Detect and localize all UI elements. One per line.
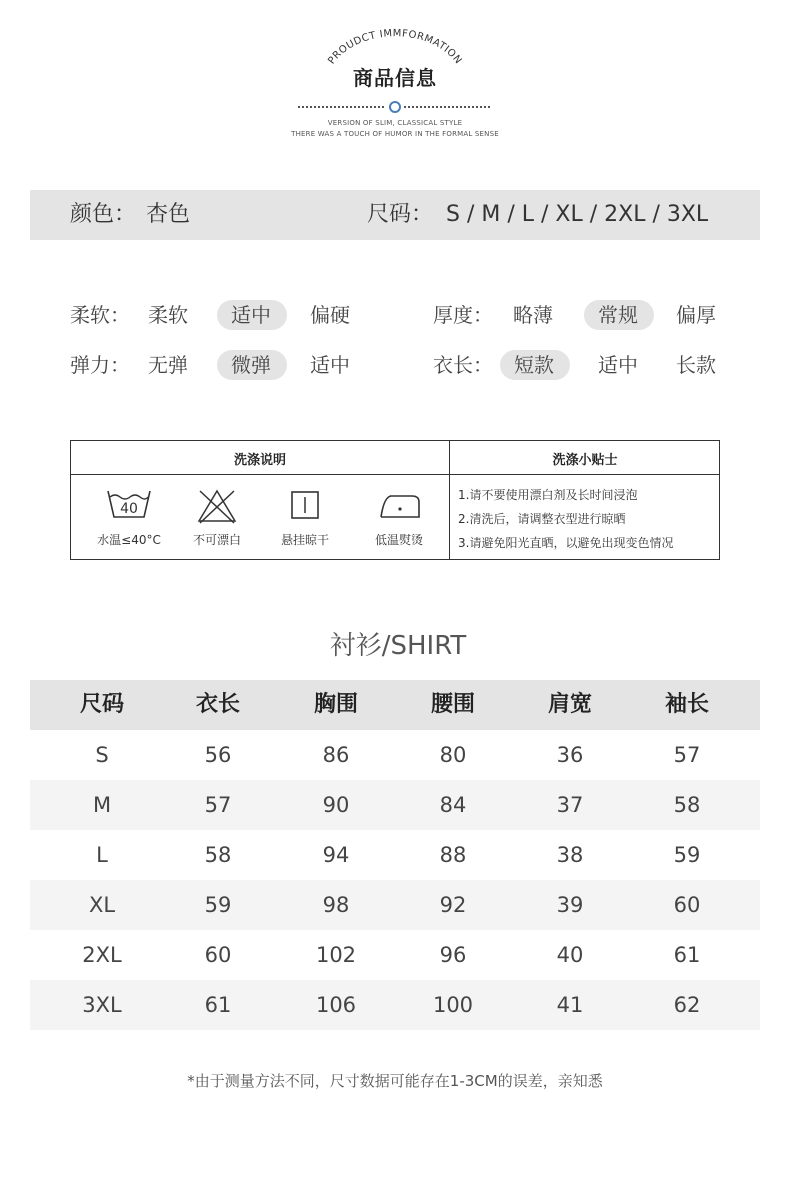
size-table-cell: 62 — [673, 993, 701, 1017]
hang-dry-label: 悬挂晾干 — [280, 533, 329, 547]
measurement-note: *由于测量方法不同，尺寸数据可能存在1-3CM的误差，亲知悉 — [187, 1072, 603, 1090]
size-table-header: 腰围 — [430, 692, 475, 717]
elasticity-option: 无弹 — [148, 353, 188, 377]
softness-option: 柔软 — [148, 303, 188, 327]
size-table-header: 衣长 — [195, 692, 240, 717]
low-iron-label: 低温熨烫 — [374, 533, 423, 547]
size-table-cell: 36 — [556, 743, 584, 767]
svg-text:PROUDCT IMMFORMATION: PROUDCT IMMFORMATION — [326, 28, 464, 67]
size-table-size-cell: 3XL — [82, 993, 122, 1017]
softness-option: 偏硬 — [310, 303, 350, 327]
length-option-selected: 短款 — [514, 353, 554, 377]
size-table-cell: 41 — [556, 993, 584, 1017]
size-table-cell: 39 — [556, 893, 584, 917]
tagline-2: THERE WAS A TOUCH OF HUMOR IN THE FORMAL SENSE — [291, 130, 499, 138]
page-title: 商品信息 — [353, 66, 437, 90]
elasticity-option: 适中 — [310, 353, 350, 377]
color-value: 杏色 — [146, 202, 191, 227]
softness-label: 柔软： — [70, 303, 130, 327]
size-table-cell: 61 — [673, 943, 701, 967]
size-table-cell: 96 — [439, 943, 467, 967]
size-table-cell: 94 — [322, 843, 350, 867]
tagline-1: VERSION OF SLIM, CLASSICAL STYLE — [327, 119, 463, 127]
size-table-size-cell: M — [92, 793, 112, 817]
wash-instructions-title: 洗涤说明 — [233, 453, 286, 468]
size-table-header: 肩宽 — [547, 692, 592, 717]
size-table-cell: 37 — [556, 793, 584, 817]
size-table-header: 尺码 — [79, 692, 124, 717]
wash-tip: 1.请不要使用漂白剂及长时间浸泡 — [458, 488, 638, 502]
softness-option-selected: 适中 — [231, 303, 271, 327]
svg-text:40: 40 — [120, 501, 138, 517]
thickness-label: 厚度： — [433, 303, 493, 327]
hang-dry-icon — [290, 490, 320, 520]
size-table-cell: 60 — [204, 943, 232, 967]
size-table-cell: 40 — [556, 943, 584, 967]
size-table-cell: 57 — [204, 793, 232, 817]
size-table-cell: 92 — [439, 893, 467, 917]
size-table-cell: 56 — [204, 743, 232, 767]
dotted-divider-right — [404, 106, 490, 108]
size-table-cell: 102 — [315, 943, 357, 967]
size-table-size-cell: S — [95, 743, 109, 767]
wash-table-divider — [70, 474, 720, 475]
size-table-size-cell: L — [96, 843, 108, 867]
size-table-cell: 58 — [673, 793, 701, 817]
size-table-cell: 59 — [204, 893, 232, 917]
thickness-option-selected: 常规 — [598, 303, 638, 327]
length-label: 衣长： — [433, 353, 493, 377]
size-table-cell: 106 — [315, 993, 357, 1017]
no-bleach-icon — [196, 488, 238, 524]
thickness-option: 略薄 — [513, 303, 553, 327]
size-table-cell: 98 — [322, 893, 350, 917]
size-value: S / M / L / XL / 2XL / 3XL — [446, 202, 709, 227]
size-table-size-cell: 2XL — [82, 943, 122, 967]
elasticity-label: 弹力： — [70, 353, 130, 377]
elasticity-option-selected: 微弹 — [231, 353, 271, 377]
size-table-cell: 61 — [204, 993, 232, 1017]
color-label: 颜色： — [70, 202, 137, 227]
size-table-header: 胸围 — [313, 692, 358, 717]
size-table-cell: 80 — [439, 743, 467, 767]
size-table-size-cell: XL — [88, 893, 116, 917]
wash-tip: 2.清洗后，请调整衣型进行晾晒 — [458, 512, 626, 526]
circle-icon — [389, 101, 401, 113]
size-label: 尺码： — [367, 202, 434, 227]
size-table-cell: 86 — [322, 743, 350, 767]
wash-tips-title: 洗涤小贴士 — [552, 453, 618, 468]
size-table-header: 袖长 — [664, 692, 709, 717]
length-option: 适中 — [598, 353, 638, 377]
size-table-cell: 84 — [439, 793, 467, 817]
thickness-option: 偏厚 — [676, 303, 716, 327]
size-table-cell: 59 — [673, 843, 701, 867]
low-iron-icon — [378, 492, 422, 520]
size-table-cell: 58 — [204, 843, 232, 867]
size-table-cell: 88 — [439, 843, 467, 867]
size-table-cell: 57 — [673, 743, 701, 767]
wash-tip: 3.请避免阳光直晒，以避免出现变色情况 — [458, 536, 674, 550]
length-option: 长款 — [676, 353, 716, 377]
size-table-cell: 38 — [556, 843, 584, 867]
size-chart-title: 衬衫/SHIRT — [329, 631, 467, 661]
wash-temp-label: 水温≤40°C — [97, 533, 161, 547]
size-table-cell: 90 — [322, 793, 350, 817]
no-bleach-label: 不可漂白 — [192, 533, 241, 547]
wash-40-icon — [106, 488, 152, 520]
dotted-divider-left — [298, 106, 384, 108]
size-table-cell: 60 — [673, 893, 701, 917]
size-table-cell: 100 — [432, 993, 474, 1017]
